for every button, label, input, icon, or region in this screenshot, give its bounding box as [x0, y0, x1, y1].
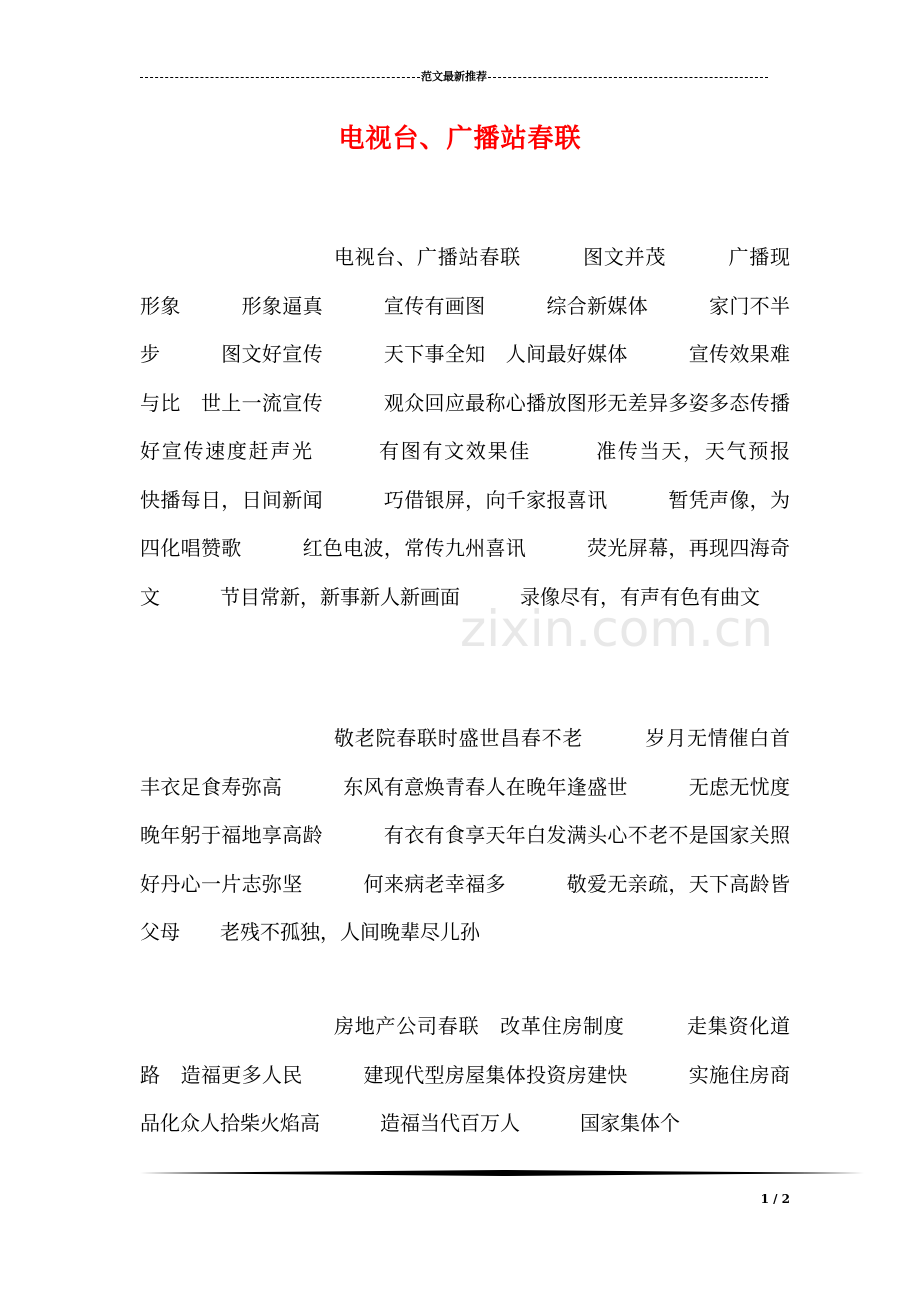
- section-tv-radio-couplets: 电视台、广播站春联 图文并茂 广播现形象 形象逼真 宣传有画图 综合新媒体 家门不半步 图文好宣传 天下事全知 人间最好媒体 宣传效果难与比 世上一流宣传 观众回应最称心播放图形无差异多姿多态传播好宣传速度赶声光 有图有文效果佳 准传当天，天气预报 快播每日，日间新闻 巧借银屏，向千家报喜讯 暂凭声像，为四化唱赞歌 红色电波，常传九州喜讯 荧光屏幕，再现四海奇文 节目常新，新事新人新画面 录像尽有，有声有色有曲文: [140, 245, 850, 609]
- footer-rule: [140, 1166, 864, 1180]
- watermark: zixin.com.cn: [460, 600, 774, 658]
- document-title: 电视台、广播站春联: [338, 124, 582, 154]
- page-header: [140, 66, 768, 86]
- section-real-estate-couplets: 房地产公司春联 改革住房制度 走集资化道路 造福更多人民 建现代型房屋集体投资房建快 实施住房商品化众人拾柴火焰高 造福当代百万人 国家集体个: [140, 1014, 790, 1135]
- header-dashes-left: [140, 77, 420, 78]
- section-nursing-home-couplets: 敬老院春联时盛世昌春不老 岁月无情催白首丰衣足食寿弥高 东风有意焕青春人在晚年逢盛世 无虑无忧度晚年躬于福地享高龄 有衣有食享天年白发满头心不老不是国家关照好丹心一片志弥坚 何来病老幸福多 敬爱无亲疏，天下高龄皆父母 老残不孤独，人间晚辈尽儿孙: [140, 726, 790, 944]
- header-label: 范文最新推荐: [421, 70, 487, 83]
- page-number: 1 / 2: [760, 1192, 790, 1206]
- header-dashes-right: [488, 77, 768, 78]
